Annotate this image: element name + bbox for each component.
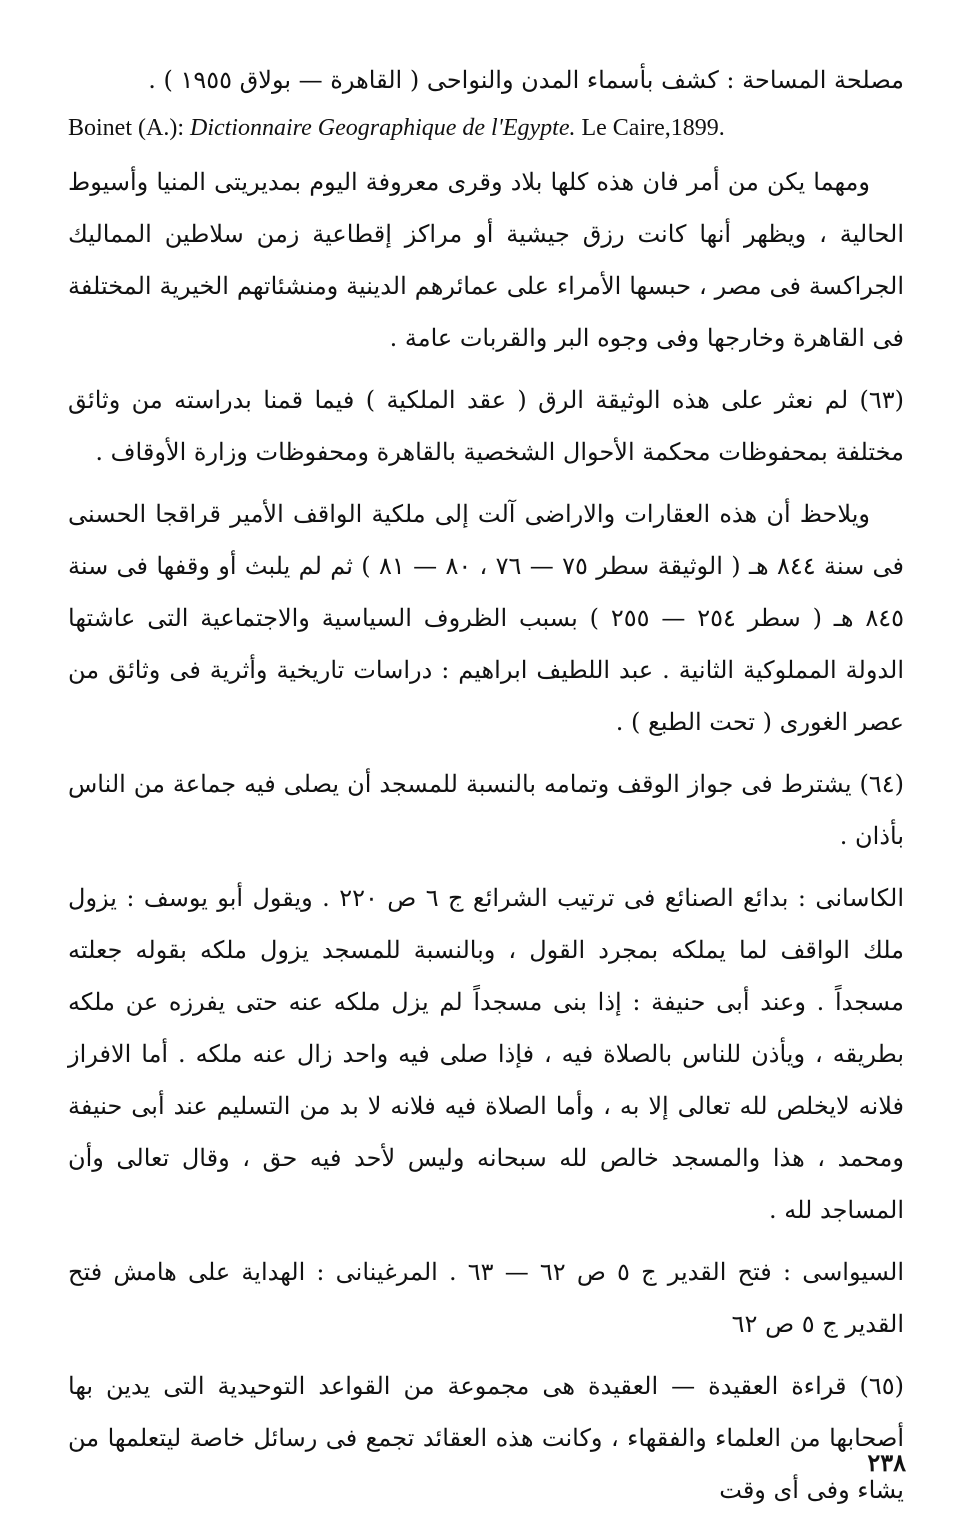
- reference-boinet: [68, 108, 904, 148]
- paragraph-waqf-ownership: ويلاحظ أن هذه العقارات والاراضى آلت إلى ملكية الواقف الأمير قراقجا الحسنى فى سنة ٨٤٤ هـ ( الوثيقة سطر ٧٥ — ٧٦ ، ٨٠ — ٨١ ) ثم لم يلبث أو وقفها فى سنة ٨٤٥ هـ ( سطر ٢٥٤ — ٢٥٥ ) بسبب الظروف السياسية والاجتماعية التى عاشتها الدولة المملوكية الثانية . عبد اللطيف ابراهيم : دراسات تاريخية وأثرية فى وثائق من عصر الغورى ( تحت الطبع ) .: [68, 500, 905, 736]
- footnote-64: (٦٤) يشترط فى جواز الوقف وتمامه بالنسبة للمسجد أن يصلى فيه جماعة من الناس بأذان .: [68, 770, 904, 850]
- reference-place: Le Caire,1899.: [575, 115, 725, 141]
- paragraph-feudal-lands: ومهما يكن من أمر فان هذه كلها بلاد وقرى معروفة اليوم بمديريتى المنيا وأسيوط الحالية ، ويظهر أنها كانت رزق جيشية أو مراكز إقطاعية زمن سلاطين المماليك الجراكسة فى مصر ، حبسها الأمراء على عمائرهم الدينية ومنشئاتهم الخيرية المختلفة فى القاهرة وخارجها وفى وجوه البر والقربات عامة .: [68, 168, 904, 352]
- reference-title: Dictionnaire Geographique de l'Egypte.: [189, 115, 576, 141]
- footnote-63: (٦٣) لم نعثر على هذه الوثيقة الرق ( عقد الملكية ) فيما قمنا بدراسته من وثائق مختلفة بمحفوظات محكمة الأحوال الشخصية بالقاهرة ومحفوظات وزارة الأوقاف .: [68, 386, 904, 466]
- reference-survey-department: مصلحة المساحة : كشف بأسماء المدن والنواحى ( القاهرة — بولاق ١٩٥٥ ) .: [148, 66, 904, 94]
- reference-author: Boinet (A.):: [68, 115, 190, 141]
- paragraph-siwasi: السيواسى : فتح القدير ج ٥ ص ٦٢ — ٦٣ . المرغينانى : الهداية على هامش فتح القدير ج ٥ ص ٦٢: [68, 1258, 905, 1338]
- footnote-65: (٦٥) قراءة العقيدة — العقيدة هى مجموعة من القواعد التوحيدية التى يدين بها أصحابها من العلماء والفقهاء ، وكانت هذه العقائد تجمع فى رسائل خاصة ليتعلمها من يشاء وفى أى وقت: [68, 1372, 904, 1504]
- page-number: ٢٣٨: [867, 1448, 906, 1477]
- paragraph-kasani: الكاسانى : بدائع الصنائع فى ترتيب الشرائع ج ٦ ص ٢٢٠ . ويقول أبو يوسف : يزول ملك الواقف لما يملكه بمجرد القول ، وبالنسبة للمسجد يزول ملكه بقوله جعلته مسجداً . وعند أبى حنيفة : إذا بنى مسجداً لم يزل ملكه عنه حتى يفرزه عن ملكه بطريقه ، ويأذن للناس بالصلاة فيه ، فإذا صلى فيه واحد زال عنه ملكه . أما الافراز فلانه لايخلص لله تعالى إلا به ، وأما الصلاة فيه فلانه لا بد من التسليم عند أبى حنيفة ومحمد ، هذا والمسجد خالص لله سبحانه وليس لأحد فيه حق ، وقال تعالى وأن المساجد لله .: [68, 884, 904, 1224]
